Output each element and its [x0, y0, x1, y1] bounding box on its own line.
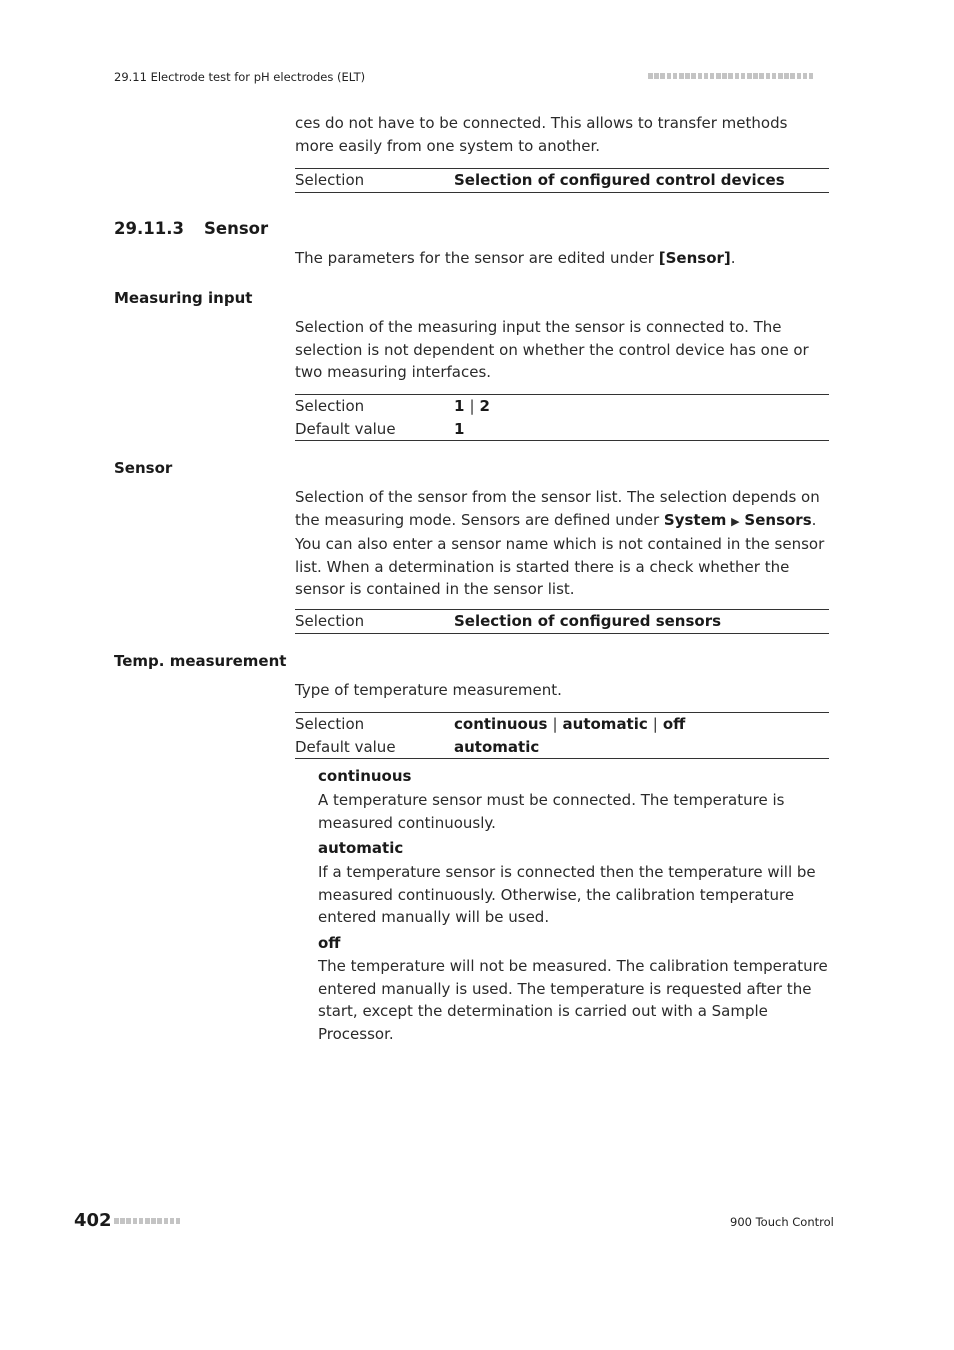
temp-measurement-table	[295, 712, 829, 759]
option-off-description: The temperature will not be measured. The calibration temperature entered manually is used. The temperature is requested after the start, except the determination is carried out with a Sample Processor.	[318, 957, 828, 1043]
measuring-input-description: Selection of the measuring input the sensor is connected to. The selection is not dependent on whether the control device has one or two measuring interfaces.	[295, 318, 809, 382]
section-title: Sensor	[204, 219, 269, 238]
path-arrow-icon: ▶	[731, 514, 740, 528]
intro-parameter-table	[295, 168, 829, 193]
option-off-title: off	[318, 934, 341, 952]
sensor-menu-reference: [Sensor]	[658, 249, 731, 267]
section-heading	[114, 219, 268, 238]
section-intro-paragraph: The parameters for the sensor are edited under [Sensor].	[295, 249, 736, 267]
temp-measurement-heading: Temp. measurement	[114, 652, 287, 670]
temp-measurement-description: Type of temperature measurement.	[295, 681, 562, 699]
option-continuous-description: A temperature sensor must be connected. The temperature is measured continuously.	[318, 791, 785, 832]
footer-product-name: 900 Touch Control	[730, 1215, 834, 1229]
param-value: Selection of configured sensors	[454, 612, 722, 631]
running-header-section: 29.11 Electrode test for pH electrodes (ELT)	[114, 70, 366, 84]
table-row	[295, 713, 829, 736]
header-decorative-dots	[648, 73, 813, 79]
sensor-table	[295, 609, 829, 634]
option-continuous-title: continuous	[318, 767, 412, 785]
measuring-input-heading: Measuring input	[114, 289, 253, 307]
option-automatic-title: automatic	[318, 839, 404, 857]
param-value: Selection of configured control devices	[454, 171, 785, 190]
param-key: Default value	[295, 419, 396, 438]
param-value: 1	[454, 419, 465, 438]
intro-paragraph: ces do not have to be connected. This allows to transfer methods more easily from one system to another.	[295, 114, 788, 155]
param-value: continuous | automatic | off	[454, 715, 686, 734]
param-value: automatic	[454, 737, 540, 756]
table-row	[295, 169, 829, 192]
measuring-input-table	[295, 394, 829, 441]
sensor-description: Selection of the sensor from the sensor list. The selection depends on the measuring mode. Sensors are defined under System ▶ Sensors. You can also enter a sensor name which is not contained in the sensor list. When a determination is started there is a check whether the sensor is contained in the sensor list.	[295, 488, 825, 599]
table-row	[295, 610, 829, 633]
param-key: Selection	[295, 397, 365, 416]
sensor-heading: Sensor	[114, 459, 173, 477]
table-row	[295, 736, 829, 759]
param-value: 1 | 2	[454, 397, 490, 416]
param-key: Default value	[295, 737, 396, 756]
section-number: 29.11.3	[114, 219, 184, 238]
table-row	[295, 418, 829, 441]
footer-decorative-dots	[114, 1218, 180, 1224]
option-automatic-description: If a temperature sensor is connected then the temperature will be measured continuously. Otherwise, the calibration temperature entered manually will be used.	[318, 863, 816, 927]
param-key: Selection	[295, 715, 365, 734]
page-number: 402	[74, 1210, 112, 1231]
param-key: Selection	[295, 612, 365, 631]
table-row	[295, 395, 829, 418]
param-key: Selection	[295, 171, 365, 190]
